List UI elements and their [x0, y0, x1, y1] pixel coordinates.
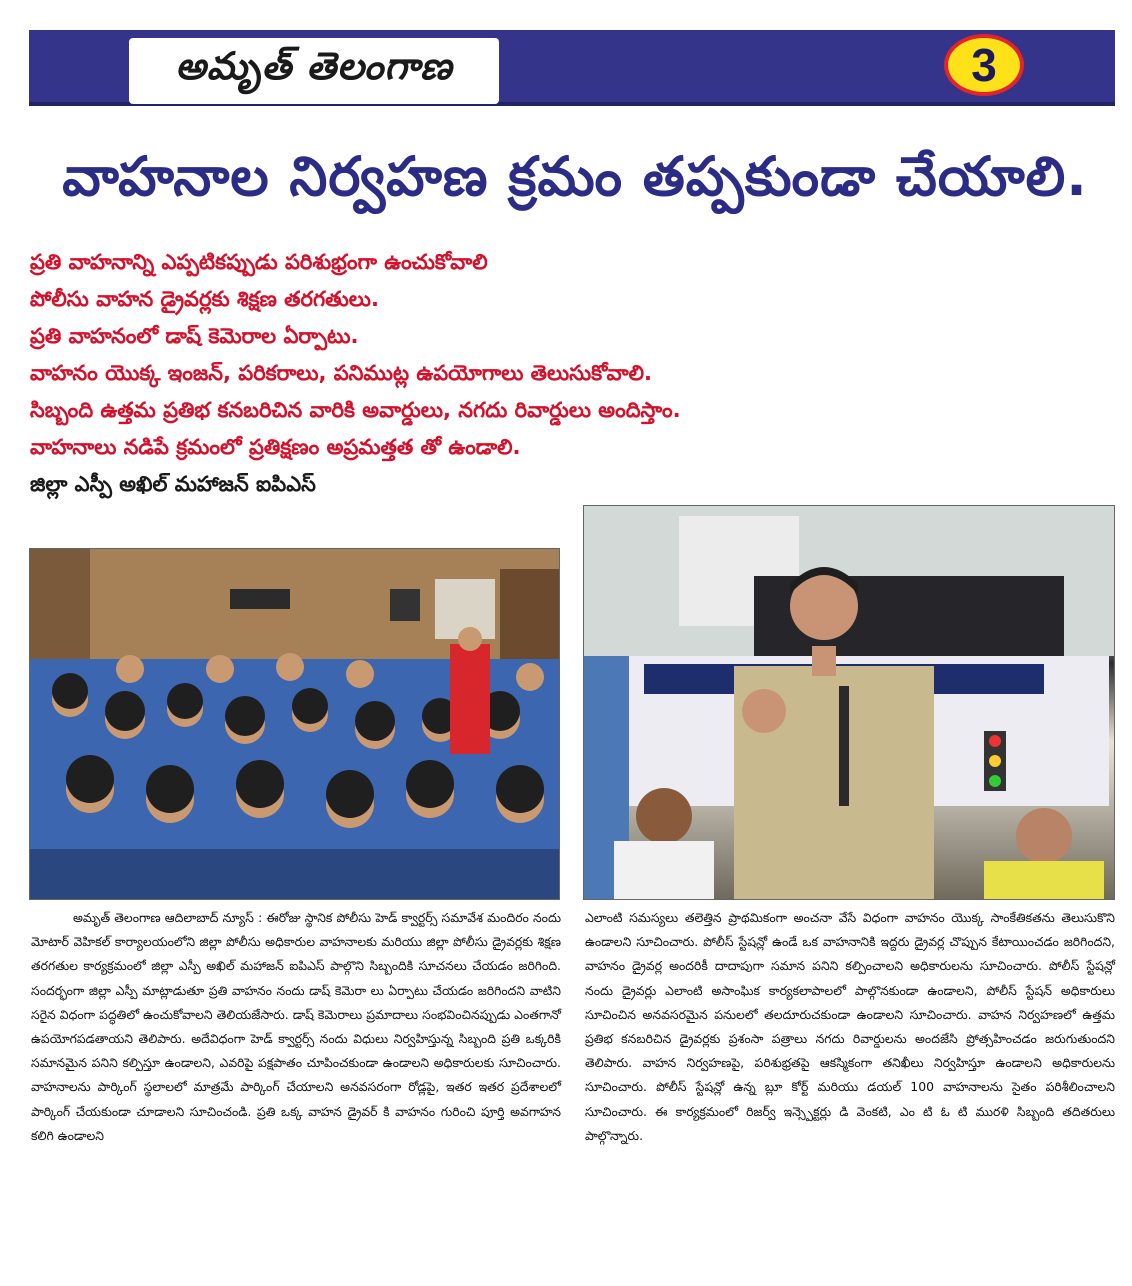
- highlights: [30, 246, 1110, 505]
- highlight-line: పోలీసు వాహన డ్రైవర్లకు శిక్షణ తరగతులు.: [30, 286, 379, 311]
- students-classroom-photo: [29, 548, 560, 900]
- article-left-column: అమృత్ తెలంగాణ ఆదిలాబాద్ న్యూస్ : ఈరోజు స్థానిక పోలీసు హెడ్ క్వార్టర్స్ సమావేశ మందిరం నందు మోటార్ వెహికల్ కార్యాలయంలోని జిల్లా పోలీసు అధికారుల వాహనాలకు మరియు జిల్లా పోలీసు డ్రైవర్లకు శిక్షణ తరగతుల కార్యక్రమంలో జిల్లా ఎస్పీ అఖిల్ మహాజన్ ఐపిఎస్ పాల్గొని సిబ్బందికి సూచనలు చేయడం జరిగింది. సందర్భంగా జిల్లా ఎస్పీ మాట్లాడుతూ ప్రతి వాహనం నందు డాష్ కెమెరా లు ఏర్పాటు చేయడం జరిగిందని వాటిని సరైన విధంగా పద్ధతిలో ఉంచుకోవాలని తెలియజేసారు. డాష్ కెమెరాలు ప్రమాదాలు సంభవించినప్పుడు ఎంతగానో ఉపయోగపడతాయని తెలిపారు. అదేవిధంగా హెడ్ క్వార్టర్స్ నందు విధులు నిర్వహిస్తున్న సిబ్బంది ప్రతి ఒక్కరికి సమానమైన పనిని కల్పిస్తూ ఉండాలని, ఎవరిపై పక్షపాతం చూపించకుండా ఉండాలని అధికారులకు సూచించారు. వాహనాలను పార్కింగ్ స్థలాలలో మాత్రమే పార్కింగ్ చేయాలని అనవసరంగా రోడ్లపై, ఇతర ఇతర ప్రదేశాలలో పార్కింగ్ చేయకుండా చూడాలని సూచించండి. ప్రతి ఒక్క వాహన డ్రైవర్ కి వాహనం గురించి పూర్తి అవగాహన కలిగి ఉండాలని: [31, 910, 561, 1143]
- page-number-badge: [944, 34, 1024, 96]
- sp-speaking-photo: [583, 505, 1115, 900]
- page-number: 3: [971, 39, 997, 91]
- sp-speaking-illustration: [584, 506, 1115, 900]
- highlight-line: ప్రతి వాహనాన్ని ఎప్పటికప్పుడు పరిశుభ్రంగా ఉంచుకోవాలి: [30, 249, 488, 274]
- highlight-line: ప్రతి వాహనంలో డాష్ కెమెరాల ఏర్పాటు.: [30, 323, 359, 348]
- newspaper-title: అమృత్ తెలంగాణ: [175, 44, 453, 88]
- headline: వాహనాల నిర్వహణ క్రమం తప్పకుండా చేయాలి.: [62, 144, 1088, 208]
- highlight-line: వాహనం యొక్క ఇంజన్, పరికరాలు, పనిముట్ల ఉపయోగాలు తెలుసుకోవాలి.: [30, 360, 652, 385]
- masthead: [29, 30, 1115, 106]
- byline: జిల్లా ఎస్పీ అఖిల్ మహాజన్ ఐపిఎస్: [30, 471, 316, 496]
- masthead-title-box: [129, 38, 499, 104]
- highlight-line: సిబ్బంది ఉత్తమ ప్రతిభ కనబరిచిన వారికి అవార్డులు, నగదు రివార్డులు అందిస్తాం.: [30, 397, 681, 422]
- article-right-column: ఎలాంటి సమస్యలు తలెత్తిన ప్రాథమికంగా అంచనా వేసే విధంగా వాహనం యొక్క సాంకేతికతను తెలుసుకొని ఉండాలని సూచించారు. పోలీస్ స్టేషన్లో ఉండే ఒక వాహనానికి ఇద్దరు డ్రైవర్ల చొప్పున కేటాయించడం జరిగిందని, వాహనం డ్రైవర్ల అందరికీ దాదాపుగా సమాన పనిని కల్పించాలని అధికారులను సూచించారు. పోలీస్ స్టేషన్లో నందు డ్రైవర్లు ఎలాంటి అసాంఘిక కార్యకలాపాలలో పాల్గొనకుండా ఉండాలని, పోలీస్ స్టేషన్ అధికారులు సూచించిన అనవసరమైన పనులలో తలదూరుచకుండా ఉండాలని సూచించారు. వాహన నిర్వహణలో ఉత్తమ ప్రతిభ కనబరిచిన డ్రైవర్లకు ప్రశంసా పత్రాలు నగదు రివార్డులను అందజేసి ప్రోత్సహించడం జరుగుతుందని తెలిపారు. వాహన నిర్వహణపై, పరిశుభ్రతపై ఆకస్మికంగా తనిఖీలు నిర్వహిస్తూ ఉండాలని అధికారులను సూచించారు. పోలీస్ స్టేషన్లో ఉన్న బ్లూ కోర్ట్ మరియు డయల్ 100 వాహనాలను సైతం పరిశీలించాలని సూచించారు. ఈ కార్యక్రమంలో రిజర్వ్ ఇన్స్పెక్టర్లు డి వెంకటి, ఎం టి ఓ టి మురళి సిబ్బంది తదితరులు పాల్గొన్నారు.: [585, 910, 1115, 1143]
- students-classroom-illustration: [30, 549, 560, 900]
- highlight-line: వాహనాలు నడిపే క్రమంలో ప్రతిక్షణం అప్రమత్తత తో ఉండాలి.: [30, 434, 521, 459]
